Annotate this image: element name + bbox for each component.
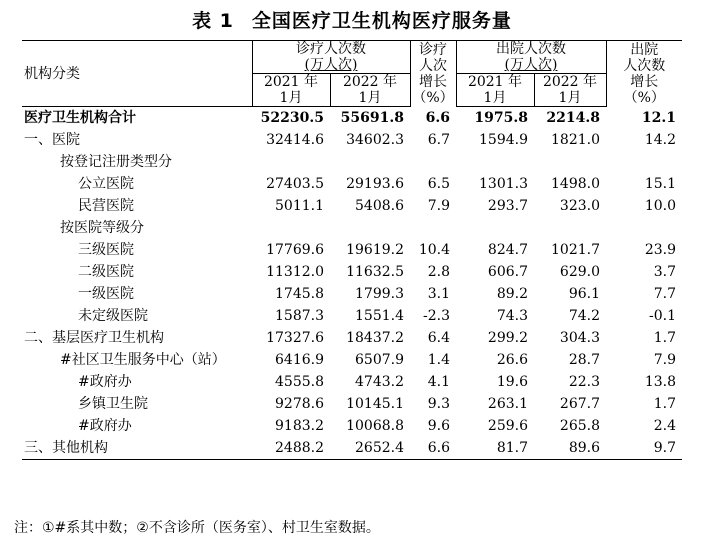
discharge-growth-cell: 1.7 bbox=[653, 396, 676, 412]
discharge-2022-cell: 265.8 bbox=[559, 418, 600, 434]
visits-2022-cell: 10068.8 bbox=[346, 418, 404, 434]
row-name-cell: 公立医院 bbox=[78, 176, 134, 192]
discharge-2022-cell bbox=[534, 151, 606, 173]
visits-2021-cell: 4555.8 bbox=[275, 374, 324, 390]
visits-2022-cell: 29193.6 bbox=[346, 176, 404, 192]
row-name-cell: 按医院等级分 bbox=[60, 220, 144, 236]
visits-2022-cell: 6507.9 bbox=[355, 352, 404, 368]
discharge-2022-cell: 96.1 bbox=[568, 286, 600, 302]
discharge-growth-cell bbox=[606, 217, 682, 239]
visits-2021-cell: 9278.6 bbox=[275, 396, 324, 412]
discharge-2022-cell: 629.0 bbox=[559, 264, 600, 280]
discharge-2022-cell: 89.6 bbox=[534, 437, 606, 460]
discharge-growth-cell: 15.1 bbox=[644, 176, 676, 192]
visits-2021-cell: 6416.9 bbox=[275, 352, 324, 368]
medical-services-table bbox=[22, 40, 682, 460]
table-row bbox=[22, 393, 682, 415]
row-name-cell: 三、其他机构 bbox=[22, 437, 252, 460]
visits-growth-cell: 1.4 bbox=[427, 352, 450, 368]
visits-2022-cell: 4743.2 bbox=[355, 374, 404, 390]
visits-2021-cell: 5011.1 bbox=[275, 198, 324, 214]
header-discharge-group: 出院人次数 (万人次) bbox=[456, 41, 606, 74]
discharge-2022-cell: 1498.0 bbox=[551, 176, 600, 192]
discharge-2021-cell: 824.7 bbox=[487, 242, 528, 258]
discharge-growth-cell: 9.7 bbox=[606, 437, 682, 460]
row-name-cell: 二、基层医疗卫生机构 bbox=[24, 330, 164, 346]
visits-growth-cell: 10.4 bbox=[418, 242, 450, 258]
discharge-2021-cell: 26.6 bbox=[496, 352, 528, 368]
discharge-2021-cell: 81.7 bbox=[456, 437, 534, 460]
row-name-cell: 三级医院 bbox=[78, 242, 134, 258]
table-row bbox=[22, 129, 682, 151]
discharge-2021-cell: 299.2 bbox=[487, 330, 528, 346]
table-row bbox=[22, 239, 682, 261]
header-category: 机构分类 bbox=[22, 41, 252, 107]
visits-2022-cell: 2652.4 bbox=[330, 437, 410, 460]
row-name-cell: 二级医院 bbox=[78, 264, 134, 280]
table-row bbox=[22, 327, 682, 349]
visits-2022-cell: 1551.4 bbox=[355, 308, 404, 324]
discharge-growth-cell: 3.7 bbox=[653, 264, 676, 280]
table-row bbox=[22, 415, 682, 437]
table-row bbox=[22, 107, 682, 130]
table-title bbox=[0, 6, 704, 33]
visits-growth-cell: 6.4 bbox=[427, 330, 450, 346]
visits-2021-cell: 17327.6 bbox=[266, 330, 324, 346]
visits-2021-cell: 17769.6 bbox=[266, 242, 324, 258]
header-discharge-growth: 出院 人次数 增长 （%） bbox=[606, 41, 682, 107]
discharge-growth-cell: 12.1 bbox=[641, 109, 676, 126]
row-name-cell: 乡镇卫生院 bbox=[78, 396, 148, 412]
discharge-growth-cell bbox=[606, 151, 682, 173]
discharge-2021-cell: 89.2 bbox=[496, 286, 528, 302]
table-row bbox=[22, 195, 682, 217]
row-name-cell: 一级医院 bbox=[78, 286, 134, 302]
header-visits-2021: 2021 年 1月 bbox=[252, 74, 330, 107]
table-row bbox=[22, 151, 682, 173]
visits-2021-cell: 52230.5 bbox=[260, 110, 324, 126]
discharge-2021-cell bbox=[456, 151, 534, 173]
visits-growth-cell: 2.8 bbox=[427, 264, 450, 280]
discharge-2021-cell: 263.1 bbox=[487, 396, 528, 412]
header-discharge-2022: 2022 年 1月 bbox=[534, 74, 606, 107]
discharge-2022-cell: 28.7 bbox=[568, 352, 600, 368]
row-name-cell: 医疗卫生机构合计 bbox=[24, 110, 136, 126]
row-name-cell: 民营医院 bbox=[78, 198, 134, 214]
visits-2022-cell: 19619.2 bbox=[346, 242, 404, 258]
discharge-2022-cell: 74.2 bbox=[568, 308, 600, 324]
visits-2021-cell: 32414.6 bbox=[266, 132, 324, 148]
row-name-cell: #政府办 bbox=[78, 374, 132, 390]
discharge-growth-cell: 7.9 bbox=[653, 352, 676, 368]
visits-2022-cell: 11632.5 bbox=[346, 264, 404, 280]
discharge-growth-cell: 1.7 bbox=[653, 330, 676, 346]
visits-2021-cell bbox=[252, 151, 330, 173]
visits-2022-cell: 10145.1 bbox=[346, 396, 404, 412]
visits-growth-cell: 4.1 bbox=[427, 374, 450, 390]
visits-growth-cell: 6.6 bbox=[425, 109, 450, 126]
visits-growth-cell: 3.1 bbox=[427, 286, 450, 302]
header-visits-group: 诊疗人次数 (万人次) bbox=[252, 41, 410, 74]
visits-2021-cell: 27403.5 bbox=[266, 176, 324, 192]
visits-2022-cell bbox=[330, 217, 410, 239]
visits-2021-cell: 2488.2 bbox=[252, 437, 330, 460]
row-name-cell: 一、医院 bbox=[24, 132, 80, 148]
discharge-2022-cell: 1821.0 bbox=[551, 132, 600, 148]
discharge-growth-cell: 7.7 bbox=[653, 286, 676, 302]
discharge-2022-cell: 304.3 bbox=[559, 330, 600, 346]
visits-2022-cell: 55691.8 bbox=[340, 110, 404, 126]
visits-growth-cell: 9.6 bbox=[427, 418, 450, 434]
visits-growth-cell: 6.6 bbox=[410, 437, 456, 460]
table-title-text: 全国医疗卫生机构医疗服务量 bbox=[251, 10, 512, 32]
discharge-growth-cell: 23.9 bbox=[644, 242, 676, 258]
visits-growth-cell bbox=[410, 151, 456, 173]
header-discharge-2021: 2021 年 1月 bbox=[456, 74, 534, 107]
discharge-2022-cell: 1021.7 bbox=[551, 242, 600, 258]
discharge-2021-cell: 19.6 bbox=[496, 374, 528, 390]
table-footnote: 注：①#系其中数；②不含诊所（医务室）、村卫生室数据。 bbox=[14, 520, 380, 536]
visits-growth-cell: 6.7 bbox=[427, 132, 450, 148]
discharge-2022-cell: 22.3 bbox=[568, 374, 600, 390]
table-body bbox=[22, 107, 682, 460]
discharge-2021-cell: 293.7 bbox=[487, 198, 528, 214]
row-name-cell: #政府办 bbox=[78, 418, 132, 434]
discharge-2021-cell: 606.7 bbox=[487, 264, 528, 280]
discharge-growth-cell: 14.2 bbox=[644, 132, 676, 148]
table-row bbox=[22, 283, 682, 305]
discharge-2021-cell: 1301.3 bbox=[479, 176, 528, 192]
table-row bbox=[22, 305, 682, 327]
header-visits-growth: 诊疗 人次 增长 （%） bbox=[410, 41, 456, 107]
row-name-cell: 按登记注册类型分 bbox=[60, 154, 172, 170]
visits-growth-cell: 7.9 bbox=[427, 198, 450, 214]
table-row bbox=[22, 261, 682, 283]
discharge-growth-cell: -0.1 bbox=[649, 308, 676, 324]
discharge-growth-cell: 10.0 bbox=[644, 198, 676, 214]
header-visits-2022: 2022 年 1月 bbox=[330, 74, 410, 107]
visits-2021-cell: 9183.2 bbox=[275, 418, 324, 434]
discharge-2021-cell: 1975.8 bbox=[474, 110, 528, 126]
row-name-cell: #社区卫生服务中心（站） bbox=[60, 352, 226, 368]
visits-2022-cell: 5408.6 bbox=[355, 198, 404, 214]
visits-2021-cell: 11312.0 bbox=[266, 264, 324, 280]
visits-2022-cell: 18437.2 bbox=[346, 330, 404, 346]
discharge-2022-cell: 323.0 bbox=[559, 198, 600, 214]
visits-2022-cell: 1799.3 bbox=[355, 286, 404, 302]
discharge-2022-cell: 2214.8 bbox=[546, 110, 600, 126]
discharge-2021-cell: 1594.9 bbox=[479, 132, 528, 148]
table-number: 表 1 bbox=[192, 10, 234, 32]
visits-2022-cell: 34602.3 bbox=[346, 132, 404, 148]
table-row bbox=[22, 371, 682, 393]
visits-growth-cell: 6.5 bbox=[427, 176, 450, 192]
visits-growth-cell: -2.3 bbox=[423, 308, 450, 324]
table-row bbox=[22, 217, 682, 239]
visits-2021-cell bbox=[252, 217, 330, 239]
discharge-2021-cell: 74.3 bbox=[496, 308, 528, 324]
discharge-growth-cell: 2.4 bbox=[653, 418, 676, 434]
visits-growth-cell: 9.3 bbox=[427, 396, 450, 412]
table-row bbox=[22, 349, 682, 371]
discharge-2021-cell: 259.6 bbox=[487, 418, 528, 434]
discharge-2022-cell bbox=[534, 217, 606, 239]
visits-2021-cell: 1587.3 bbox=[275, 308, 324, 324]
discharge-growth-cell: 13.8 bbox=[644, 374, 676, 390]
visits-2021-cell: 1745.8 bbox=[275, 286, 324, 302]
discharge-2022-cell: 267.7 bbox=[559, 396, 600, 412]
visits-2022-cell bbox=[330, 151, 410, 173]
visits-growth-cell bbox=[410, 217, 456, 239]
table-row bbox=[22, 173, 682, 195]
row-name-cell: 未定级医院 bbox=[78, 308, 148, 324]
discharge-2021-cell bbox=[456, 217, 534, 239]
table-row bbox=[22, 437, 682, 460]
